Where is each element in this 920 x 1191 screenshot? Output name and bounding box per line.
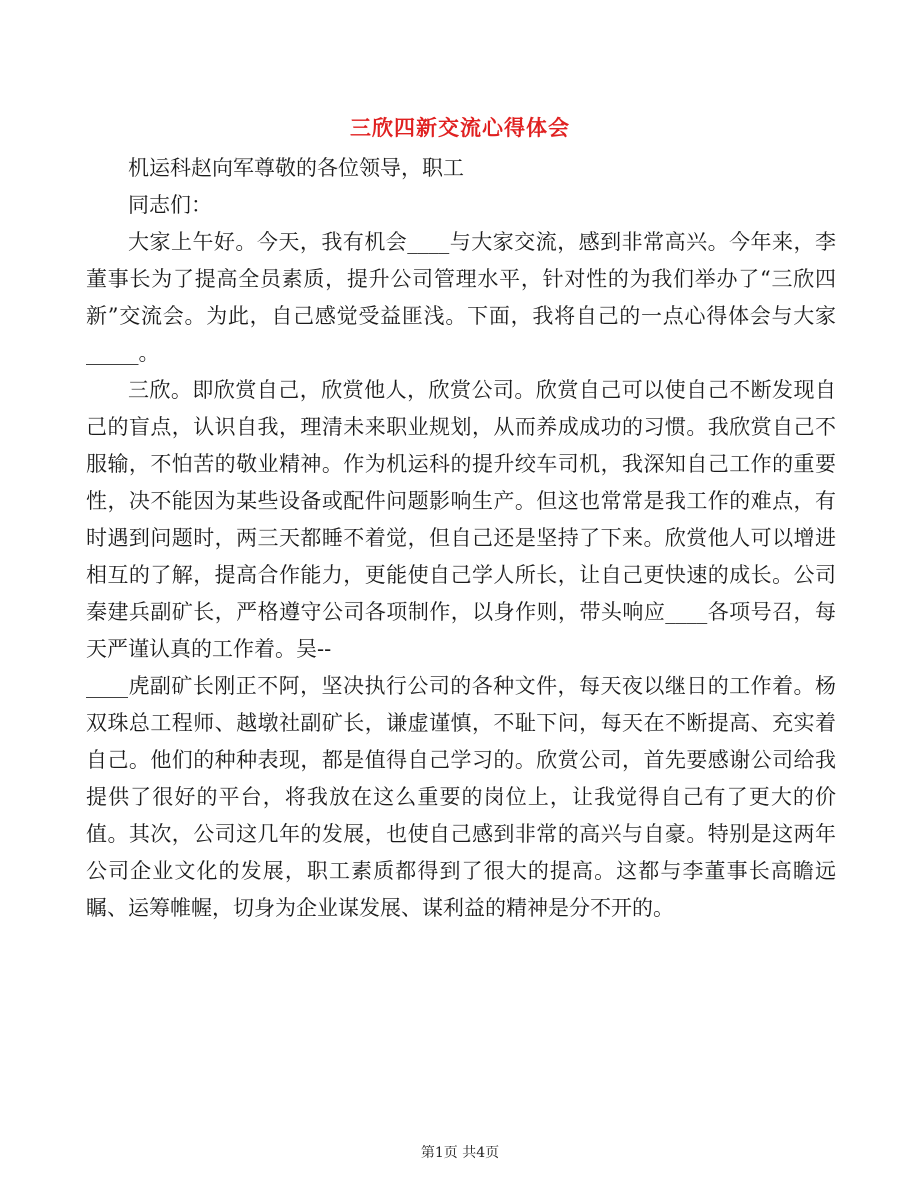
paragraph-greeting: 机运科赵向军尊敬的各位领导，职工	[128, 156, 464, 180]
paragraph-continuation: ____虎副矿长刚正不阿，坚决执行公司的各种文件，每天夜以继日的工作着。杨双珠总工程师、越墩社副矿长，谦虚谨慎，不耻下问，每天在不断提高、充实着自己。他们的种种表现，都是值得自己学习的。欣赏公司，首先要感谢公司给我提供了很好的平台，将我放在这么重要的岗位上，让我觉得自己有了更大的价值。其次，公司这几年的发展，也使自己感到非常的高兴与自豪。特别是这两年公司企业文化的发展，职工素质都得到了很大的提高。这都与李董事长高瞻远瞩、运筹帷幄，切身为企业谋发展、谋利益的精神是分不开的。	[86, 674, 836, 920]
document-body	[86, 150, 836, 927]
page-number: 第1页 共4页	[420, 1145, 500, 1161]
paragraph-three-appreciations: 三欣。即欣赏自己，欣赏他人，欣赏公司。欣赏自己可以使自己不断发现自己的盲点，认识自我，理清未来职业规划，从而养成成功的习惯。我欣赏自己不服输，不怕苦的敬业精神。作为机运科的提升绞车司机，我深知自己工作的重要性，决不能因为某些设备或配件问题影响生产。但这也常常是我工作的难点，有时遇到问题时，两三天都睡不着觉，但自己还是坚持了下来。欣赏他人可以增进相互的了解，提高合作能力，更能使自己学人所长，让自己更快速的成长。公司秦建兵副矿长，严格遵守公司各项制作，以身作则，带头响应____各项号召，每天严谨认真的工作着。吴--	[86, 378, 836, 661]
paragraph-salutation: 同志们：	[128, 193, 212, 217]
paragraph-intro: 大家上午好。今天，我有机会____与大家交流，感到非常高兴。今年来，李董事长为了提高全员素质，提升公司管理水平，针对性的为我们举办了“三欣四新”交流会。为此，自己感觉受益匪浅。下面，我将自己的一点心得体会与大家_____。	[86, 230, 836, 365]
document-title: 三欣四新交流心得体会	[350, 116, 570, 140]
